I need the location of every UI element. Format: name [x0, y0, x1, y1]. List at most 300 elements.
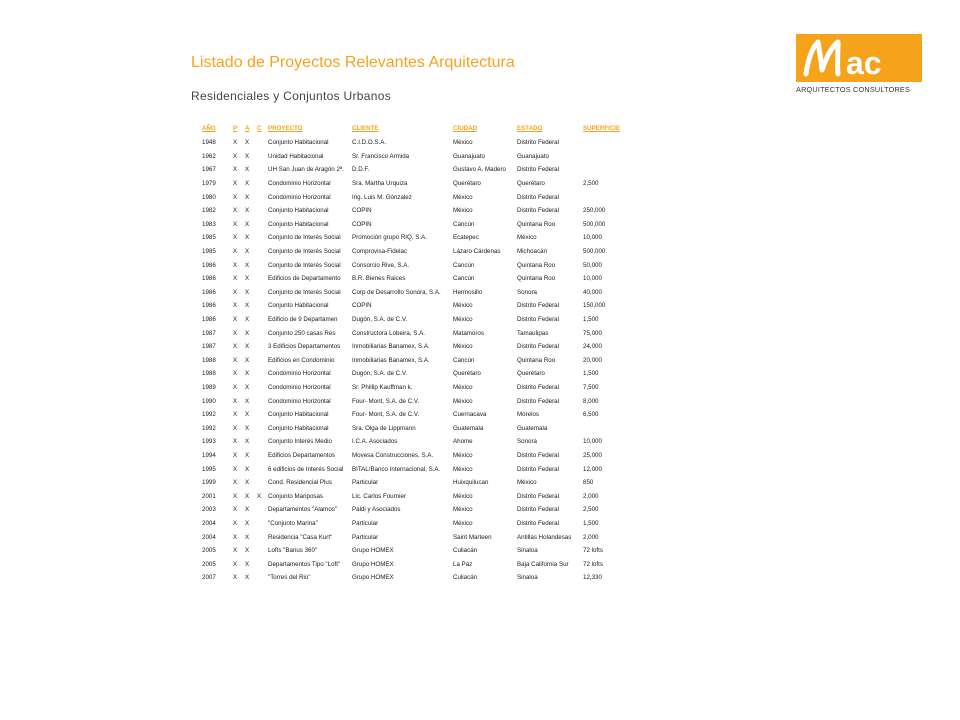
cell-a: X	[245, 343, 250, 351]
header-state: ESTADO	[517, 125, 543, 132]
cell-c	[257, 313, 268, 327]
cell-state: Distrito Federal	[517, 465, 559, 473]
cell-area: 150,000	[583, 302, 606, 310]
cell-year: 2004	[202, 533, 216, 541]
cell-a: X	[245, 302, 250, 310]
cell-state: Guanajuato	[517, 152, 549, 160]
header-client: CLIENTE	[352, 125, 379, 132]
cell-area	[583, 150, 623, 164]
header-project: PROYECTO	[268, 125, 303, 132]
cell-year: 1982	[202, 207, 216, 215]
cell-city: Culiacán	[453, 547, 478, 555]
cell-p: X	[233, 574, 238, 582]
cell-area: 50,000	[583, 261, 602, 269]
logo-caption: ARQUITECTOS CONSULTORES	[796, 85, 911, 94]
cell-year: 2005	[202, 547, 216, 555]
cell-project: Conjunto Habitacional	[268, 139, 329, 147]
cell-state: México	[517, 234, 537, 242]
table-row	[198, 462, 623, 476]
cell-city: México	[453, 383, 473, 391]
cell-year: 2007	[202, 574, 216, 582]
cell-city: Querétaro	[453, 180, 481, 188]
cell-city: Gustavo A. Madero	[453, 166, 506, 174]
cell-project: Conjunto Habitacional	[268, 207, 329, 215]
cell-year: 1948	[202, 139, 216, 147]
table-row	[198, 517, 623, 531]
cell-area: 20,000	[583, 356, 602, 364]
cell-city: México	[453, 492, 473, 500]
cell-c	[257, 163, 268, 177]
cell-year: 1990	[202, 397, 216, 405]
table-row	[198, 163, 623, 177]
cell-a: X	[245, 152, 250, 160]
page-subtitle: Residenciales y Conjuntos Urbanos	[191, 89, 392, 103]
cell-state: Distrito Federal	[517, 302, 559, 310]
cell-p: X	[233, 465, 238, 473]
cell-state: Morelos	[517, 411, 540, 419]
table-header-row	[198, 121, 623, 136]
table-row	[198, 503, 623, 517]
cell-a: X	[245, 166, 250, 174]
cell-c	[257, 381, 268, 395]
cell-state: Quintana Roo	[517, 220, 556, 228]
cell-client: Lic. Carlos Fournier	[352, 492, 406, 500]
table-row	[198, 150, 623, 164]
table-row	[198, 299, 623, 313]
cell-p: X	[233, 152, 238, 160]
cell-a: X	[245, 329, 250, 337]
cell-p: X	[233, 234, 238, 242]
cell-city: Querétaro	[453, 370, 481, 378]
cell-area: 40,000	[583, 288, 602, 296]
cell-client: Promoción grupo RIQ, S.A.	[352, 234, 427, 242]
cell-p: X	[233, 519, 238, 527]
cell-year: 1980	[202, 193, 216, 201]
cell-a: X	[245, 248, 250, 256]
cell-state: Distrito Federal	[517, 492, 559, 500]
cell-client: Paldi y Asociados	[352, 506, 401, 514]
cell-c	[257, 449, 268, 463]
cell-a: X	[245, 465, 250, 473]
table-row	[198, 449, 623, 463]
table-row	[198, 571, 623, 585]
cell-area: 8,000	[583, 397, 599, 405]
table-row	[198, 381, 623, 395]
cell-city: México	[453, 506, 473, 514]
cell-project: Edificio de 9 Departamen	[268, 316, 338, 324]
table-row	[198, 354, 623, 368]
cell-area: 500,000	[583, 220, 606, 228]
cell-area: 10,000	[583, 438, 602, 446]
header-p: P	[233, 125, 238, 132]
cell-a: X	[245, 370, 250, 378]
cell-city: Cuernacava	[453, 411, 487, 419]
cell-city: Ecatepec	[453, 234, 479, 242]
cell-client: Dugón, S.A. de C.V.	[352, 370, 408, 378]
cell-p: X	[233, 560, 238, 568]
cell-c	[257, 408, 268, 422]
cell-city: México	[453, 207, 473, 215]
cell-a: X	[245, 519, 250, 527]
cell-area: 72 lofts	[583, 560, 603, 568]
cell-c	[257, 190, 268, 204]
cell-area: 250,000	[583, 207, 606, 215]
cell-a: X	[245, 411, 250, 419]
cell-p: X	[233, 316, 238, 324]
cell-p: X	[233, 288, 238, 296]
cell-p: X	[233, 329, 238, 337]
cell-city: Huixquilucan	[453, 479, 489, 487]
cell-p: X	[233, 411, 238, 419]
table-body	[198, 136, 623, 585]
cell-city: Saint Marteen	[453, 533, 492, 541]
cell-p: X	[233, 180, 238, 188]
cell-area	[583, 136, 623, 150]
cell-state: México	[517, 479, 537, 487]
cell-area	[583, 163, 623, 177]
logo-mac-graphic	[796, 34, 922, 82]
cell-year: 1999	[202, 479, 216, 487]
cell-year: 1985	[202, 248, 216, 256]
cell-state: Baja California Sur	[517, 560, 569, 568]
cell-city: México	[453, 316, 473, 324]
cell-c	[257, 245, 268, 259]
cell-client: C.I.D.O.S.A.	[352, 139, 387, 147]
table-row	[198, 367, 623, 381]
cell-client: Comprovisa-Fidelac	[352, 248, 408, 256]
cell-area: 2,500	[583, 506, 599, 514]
cell-area: 12,330	[583, 574, 602, 582]
header-c: C	[257, 125, 262, 132]
cell-area: 6,500	[583, 411, 599, 419]
table-row	[198, 476, 623, 490]
table-row	[198, 421, 623, 435]
cell-client: I.C.A. Asociados	[352, 438, 398, 446]
cell-city: Ahome	[453, 438, 473, 446]
cell-p: X	[233, 207, 238, 215]
header-year: AÑO	[202, 125, 216, 132]
cell-state: Distrito Federal	[517, 343, 559, 351]
cell-project: "Conjunto Marina"	[268, 519, 318, 527]
cell-a: X	[245, 506, 250, 514]
cell-area: 24,000	[583, 343, 602, 351]
cell-project: Lofts "Banus 360"	[268, 547, 318, 555]
cell-c	[257, 462, 268, 476]
cell-a: X	[245, 451, 250, 459]
cell-client: Sra. Martha Urquiza	[352, 180, 408, 188]
cell-project: Departamentos "Alamos"	[268, 506, 338, 514]
cell-city: México	[453, 343, 473, 351]
cell-a: X	[245, 356, 250, 364]
cell-c	[257, 421, 268, 435]
cell-p: X	[233, 492, 238, 500]
cell-c	[257, 299, 268, 313]
cell-p: X	[233, 220, 238, 228]
cell-p: X	[233, 506, 238, 514]
cell-project: Conjunto Habitacional	[268, 424, 329, 432]
cell-c	[257, 286, 268, 300]
cell-year: 1986	[202, 288, 216, 296]
table-row	[198, 544, 623, 558]
cell-p: X	[233, 438, 238, 446]
cell-client: Inmobiliarias Banamex, S.A.	[352, 356, 430, 364]
cell-year: 1986	[202, 316, 216, 324]
cell-year: 1983	[202, 220, 216, 228]
cell-year: 1992	[202, 411, 216, 419]
cell-state: Tamaulipas	[517, 329, 549, 337]
cell-p: X	[233, 248, 238, 256]
page-title: Listado de Proyectos Relevantes Arquitectura	[191, 54, 515, 71]
cell-state: Antillas Holandesas	[517, 533, 572, 541]
cell-a: X	[245, 479, 250, 487]
cell-year: 1994	[202, 451, 216, 459]
cell-p: X	[233, 302, 238, 310]
projects-table	[198, 121, 623, 585]
cell-area: 75,000	[583, 329, 602, 337]
table-row	[198, 245, 623, 259]
cell-area: 12,000	[583, 465, 602, 473]
cell-p: X	[233, 397, 238, 405]
cell-c	[257, 517, 268, 531]
cell-project: Edificios en Condominio	[268, 356, 335, 364]
cell-p: X	[233, 261, 238, 269]
table-row	[198, 394, 623, 408]
cell-area: 850	[583, 479, 594, 487]
table-row	[198, 340, 623, 354]
cell-city: Cancún	[453, 356, 475, 364]
table-row	[198, 286, 623, 300]
cell-client: COPIN	[352, 220, 372, 228]
cell-a: X	[245, 424, 250, 432]
cell-client: Sr. Phillip Kauffman k.	[352, 383, 413, 391]
cell-p: X	[233, 547, 238, 555]
table-row	[198, 177, 623, 191]
cell-state: Sinaloa	[517, 574, 538, 582]
cell-project: Edificios de Departamento	[268, 275, 341, 283]
cell-c: X	[257, 492, 262, 500]
cell-client: Consorcio Rive, S.A.	[352, 261, 410, 269]
cell-year: 2005	[202, 560, 216, 568]
cell-p: X	[233, 479, 238, 487]
cell-client: Particular	[352, 519, 379, 527]
table-row	[198, 408, 623, 422]
cell-project: Conjunto Habitacional	[268, 302, 329, 310]
cell-city: México	[453, 302, 473, 310]
cell-client: BITAL/Banco Internacional, S.A.	[352, 465, 441, 473]
cell-project: Condominio Horizontal	[268, 193, 331, 201]
cell-client: COPIN	[352, 302, 372, 310]
cell-project: Conjunto Habitacional	[268, 411, 329, 419]
cell-client: Grupo HOMEX	[352, 547, 394, 555]
cell-city: Cancún	[453, 275, 475, 283]
cell-c	[257, 557, 268, 571]
cell-p: X	[233, 343, 238, 351]
cell-city: Lázaro Cárdenas	[453, 248, 501, 256]
cell-a: X	[245, 261, 250, 269]
cell-project: Conjunto de Interés Social	[268, 234, 341, 242]
cell-year: 2003	[202, 506, 216, 514]
cell-p: X	[233, 356, 238, 364]
cell-p: X	[233, 424, 238, 432]
cell-a: X	[245, 574, 250, 582]
cell-project: Conjunto de Interés Social	[268, 248, 341, 256]
cell-state: Michoacán	[517, 248, 547, 256]
cell-project: Edificios Departamentos	[268, 451, 336, 459]
cell-client: Grupo HOMEX	[352, 574, 394, 582]
cell-p: X	[233, 166, 238, 174]
cell-project: Residencia "Casa Kurt"	[268, 533, 333, 541]
cell-c	[257, 394, 268, 408]
logo-mark	[796, 34, 922, 82]
cell-client: Sra. Olga de Lippmann	[352, 424, 416, 432]
cell-project: UH San Juan de Aragón 2ª.	[268, 166, 344, 174]
cell-year: 1985	[202, 234, 216, 242]
cell-c	[257, 435, 268, 449]
cell-client: Inmobiliarias Banamex, S.A.	[352, 343, 430, 351]
cell-year: 1962	[202, 152, 216, 160]
cell-project: Condominio Horizontal	[268, 383, 331, 391]
cell-client: Grupo HOMEX	[352, 560, 394, 568]
cell-year: 1979	[202, 180, 216, 188]
cell-c	[257, 530, 268, 544]
cell-state: Distrito Federal	[517, 139, 559, 147]
cell-client: Corp de Desarrollo Sonora, S.A.	[352, 288, 441, 296]
cell-a: X	[245, 547, 250, 555]
cell-a: X	[245, 207, 250, 215]
cell-project: Cond. Residencial Plus	[268, 479, 332, 487]
cell-project: Conjunto Interés Medio	[268, 438, 332, 446]
cell-c	[257, 544, 268, 558]
cell-a: X	[245, 234, 250, 242]
cell-state: Distrito Federal	[517, 316, 559, 324]
cell-state: Quintana Roo	[517, 261, 556, 269]
cell-area: 72 lofts	[583, 547, 603, 555]
cell-city: Culiacán	[453, 574, 478, 582]
cell-state: Distrito Federal	[517, 166, 559, 174]
cell-state: Quintana Roo	[517, 275, 556, 283]
cell-client: Particular	[352, 533, 379, 541]
cell-state: Sonora	[517, 438, 537, 446]
table-row	[198, 489, 623, 503]
cell-project: 3 Edificios Departamentos	[268, 343, 341, 351]
cell-area: 1,500	[583, 316, 599, 324]
cell-city: Cancún	[453, 220, 475, 228]
cell-project: Conjunto de Interés Social	[268, 288, 341, 296]
cell-area	[583, 190, 623, 204]
cell-city: México	[453, 193, 473, 201]
cell-a: X	[245, 220, 250, 228]
cell-area: 2,000	[583, 533, 599, 541]
cell-project: "Torres del Rio"	[268, 574, 311, 582]
header-city: CIUDAD	[453, 125, 478, 132]
table-row	[198, 313, 623, 327]
cell-state: Distrito Federal	[517, 451, 559, 459]
table-row	[198, 557, 623, 571]
cell-state: Distrito Federal	[517, 383, 559, 391]
cell-client: Ing. Luis M. Gónzalez	[352, 193, 412, 201]
cell-a: X	[245, 492, 250, 500]
cell-p: X	[233, 383, 238, 391]
cell-year: 1989	[202, 383, 216, 391]
cell-project: Condominio Horizontal	[268, 180, 331, 188]
cell-state: Quintana Roo	[517, 356, 556, 364]
cell-client: Constructora Lobeira, S.A.	[352, 329, 425, 337]
cell-c	[257, 367, 268, 381]
table-row	[198, 136, 623, 150]
cell-c	[257, 354, 268, 368]
cell-project: Conjunto Mariposas	[268, 492, 324, 500]
cell-city: México	[453, 465, 473, 473]
cell-client: Four- Mont, S.A. de C.V.	[352, 411, 420, 419]
cell-year: 1988	[202, 370, 216, 378]
cell-p: X	[233, 451, 238, 459]
cell-c	[257, 258, 268, 272]
cell-a: X	[245, 397, 250, 405]
cell-area: 10,000	[583, 275, 602, 283]
cell-c	[257, 150, 268, 164]
cell-c	[257, 326, 268, 340]
cell-c	[257, 177, 268, 191]
cell-area: 500,000	[583, 248, 606, 256]
cell-state: Distrito Federal	[517, 519, 559, 527]
cell-city: México	[453, 519, 473, 527]
cell-year: 1986	[202, 275, 216, 283]
table-row	[198, 231, 623, 245]
cell-city: Cancún	[453, 261, 475, 269]
cell-client: D.D.F.	[352, 166, 370, 174]
cell-a: X	[245, 533, 250, 541]
cell-a: X	[245, 288, 250, 296]
cell-city: La Paz	[453, 560, 473, 568]
cell-year: 1987	[202, 343, 216, 351]
cell-year: 1988	[202, 356, 216, 364]
cell-area: 10,000	[583, 234, 602, 242]
table-row	[198, 272, 623, 286]
cell-city: Matamoros	[453, 329, 484, 337]
cell-project: Conjunto Habitacional	[268, 220, 329, 228]
cell-area: 7,500	[583, 383, 599, 391]
cell-city: Guatemala	[453, 424, 484, 432]
cell-project: Departamentos Tipo "Loft"	[268, 560, 341, 568]
cell-area: 2,000	[583, 492, 599, 500]
cell-a: X	[245, 560, 250, 568]
cell-client: Sr. Francisco Armida	[352, 152, 410, 160]
cell-c	[257, 136, 268, 150]
cell-state: Querétaro	[517, 180, 545, 188]
cell-project: Unidad Habitacional	[268, 152, 324, 160]
cell-c	[257, 231, 268, 245]
cell-state: Distrito Federal	[517, 397, 559, 405]
table-row	[198, 326, 623, 340]
cell-project: Condominio Horizontal	[268, 397, 331, 405]
cell-p: X	[233, 370, 238, 378]
cell-p: X	[233, 139, 238, 147]
cell-c	[257, 340, 268, 354]
header-a: A	[245, 125, 250, 132]
cell-c	[257, 503, 268, 517]
cell-a: X	[245, 180, 250, 188]
cell-project: 6 edificios de Interés Social	[268, 465, 344, 473]
svg-text:ac: ac	[846, 45, 882, 81]
cell-city: México	[453, 451, 473, 459]
cell-area	[583, 421, 623, 435]
cell-client: Four- Mont, S.A. de C.V.	[352, 397, 420, 405]
cell-year: 2001	[202, 492, 216, 500]
table-row	[198, 530, 623, 544]
cell-area: 25,000	[583, 451, 602, 459]
header-area: SUPERFICIE	[583, 125, 621, 132]
cell-client: Dugón, S.A. de C.V.	[352, 316, 408, 324]
